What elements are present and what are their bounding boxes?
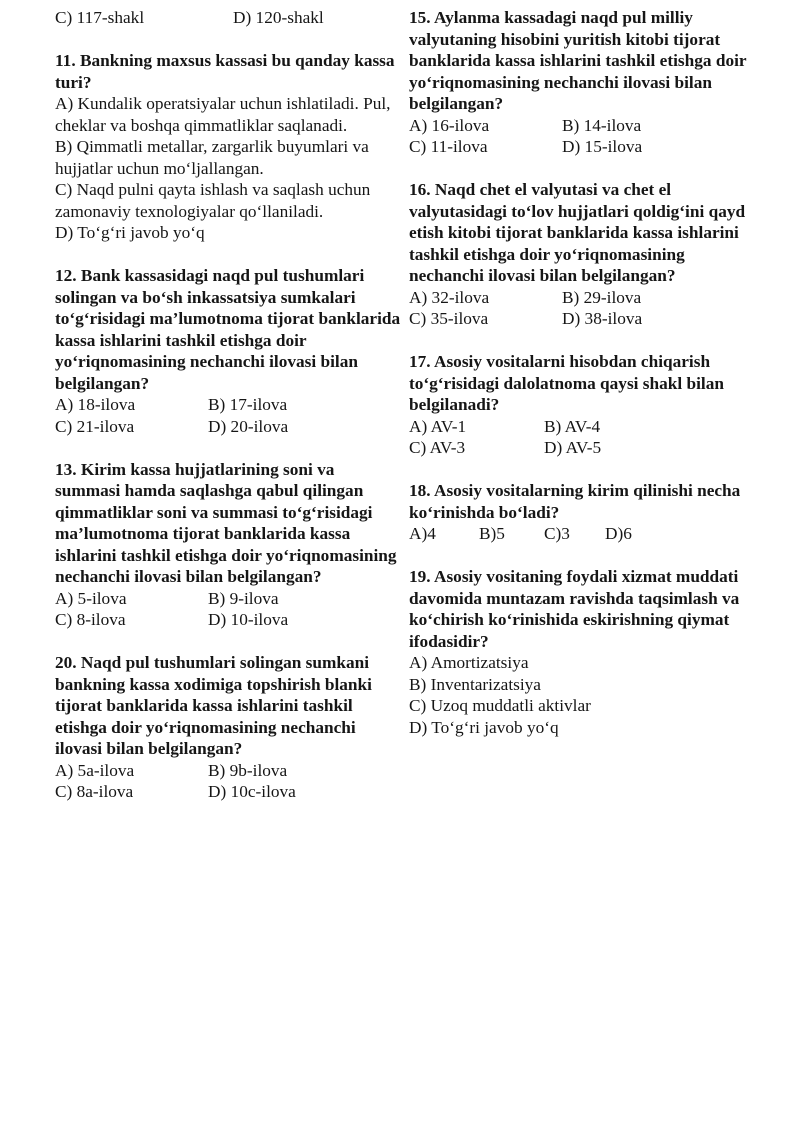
option-a: A) Kundalik operatsiyalar uchun ishlatiladi. Pul, cheklar va boshqa qimmatliklar saqlanadi.: [55, 94, 391, 135]
right-column: [409, 7, 755, 1131]
question-19: [409, 566, 755, 738]
option-b: B) 17-ilova: [208, 395, 288, 414]
option-b: B) AV-4: [544, 416, 601, 436]
question-11-title: 11. Bankning maxsus kassasi bu qanday kassa turi?: [55, 51, 395, 92]
question-13-title: 13. Kirim kassa hujjatlarining soni va summasi hamda saqlashga qabul qilingan qimmatliklar soni va summasi toʻgʻrisidagi ma’lumotnoma tijorat banklarida kassa ishlarini tashkil etishga doir yoʻriqnomasining nechanchi ilovasi bilan belgilangan?: [55, 459, 397, 586]
option-b: B) Qimmatli metallar, zargarlik buyumlari va hujjatlar uchun moʻljallangan.: [55, 137, 369, 178]
left-column: [55, 7, 401, 1131]
question-11: [55, 50, 401, 244]
option-b: B) 9b-ilova: [208, 760, 288, 780]
option-b: B)5: [479, 524, 505, 543]
option-d: D) 38-ilova: [562, 309, 643, 328]
option-a: A) 16-ilova: [409, 115, 490, 135]
option-d: D) 10-ilova: [208, 610, 289, 629]
option-a: A) 18-ilova: [55, 395, 136, 414]
option-d: D) 10c-ilova: [208, 782, 296, 801]
option-d: D) 120-shakl: [233, 8, 324, 27]
question-17-options: [409, 416, 755, 459]
option-c: C) Uzoq muddatli aktivlar: [409, 696, 591, 715]
option-c: C) 21-ilova: [55, 416, 135, 436]
option-a: A) 32-ilova: [409, 287, 490, 307]
option-d: D) AV-5: [544, 438, 602, 457]
option-a: A) 5a-ilova: [55, 760, 135, 780]
option-a: A) 5-ilova: [55, 588, 127, 608]
option-c: C) 117-shakl: [55, 8, 145, 27]
question-15-options: [409, 115, 755, 158]
option-a: A) AV-1: [409, 416, 467, 436]
option-c: C) AV-3: [409, 438, 466, 457]
question-16: [409, 179, 755, 330]
question-12-options: [55, 394, 401, 437]
option-d: D)6: [605, 524, 632, 543]
question-20-options: [55, 760, 401, 803]
question-13: [55, 459, 401, 631]
question-12-title: 12. Bank kassasidagi naqd pul tushumlari solingan va boʻsh inkassatsiya sumkalari toʻgʻrisidagi ma’lumotnoma tijorat banklarida kassa ishlarini tashkil etishga doir yoʻriqnomasining nechanchi ilovasi bilan belgilangan?: [55, 266, 401, 393]
question-17: [409, 351, 755, 459]
question-15-title: 15. Aylanma kassadagi naqd pul milliy valyutaning hisobini yuritish kitobi tijorat banklarida kassa ishlarini tashkil etishga doir yoʻriqnomasining nechanchi ilovasi bilan belgilangan?: [409, 8, 747, 113]
option-c: C) 8a-ilova: [55, 782, 134, 801]
question-16-options: [409, 287, 755, 330]
question-20: [55, 652, 401, 803]
question-12: [55, 265, 401, 437]
question-10-remainder: [55, 7, 401, 29]
option-d: D) Toʻgʻri javob yoʻq: [55, 223, 205, 242]
option-c: C)3: [544, 524, 570, 543]
option-c: C) 35-ilova: [409, 309, 489, 328]
option-b: B) Inventarizatsiya: [409, 674, 541, 694]
option-c: C) Naqd pulni qayta ishlash va saqlash uchun zamonaviy texnologiyalar qoʻllaniladi.: [55, 180, 371, 221]
question-20-title: 20. Naqd pul tushumlari solingan sumkani bankning kassa xodimiga topshirish blanki tijorat banklarida kassa ishlarini tashkil etishga doir yoʻriqnomasining nechanchi ilovasi bilan belgilangan?: [55, 653, 372, 758]
option-c: C) 11-ilova: [409, 137, 488, 156]
question-15: [409, 7, 755, 158]
question-18: [409, 480, 755, 545]
question-17-title: 17. Asosiy vositalarni hisobdan chiqarish toʻgʻrisidagi dalolatnoma qaysi shakl bilan belgilanadi?: [409, 352, 724, 414]
option-d: D) 15-ilova: [562, 137, 643, 156]
option-d: D) 20-ilova: [208, 416, 289, 436]
option-a: A)4: [409, 524, 436, 543]
option-b: B) 29-ilova: [562, 287, 642, 307]
question-18-title: 18. Asosiy vositalarning kirim qilinishi necha koʻrinishda boʻladi?: [409, 481, 741, 522]
question-13-options: [55, 588, 401, 631]
option-d: D) Toʻgʻri javob yoʻq: [409, 717, 559, 737]
question-18-options: [409, 523, 755, 545]
option-b: B) 9-ilova: [208, 588, 279, 608]
option-c: C) 8-ilova: [55, 610, 126, 629]
option-b: B) 14-ilova: [562, 115, 642, 135]
option-a: A) Amortizatsiya: [409, 653, 529, 672]
question-19-title: 19. Asosiy vositaning foydali xizmat muddati davomida muntazam ravishda taqsimlash va koʻchirish koʻrinishida eskirishning qiymat ifodasidir?: [409, 567, 740, 651]
question-10-options: [55, 7, 401, 29]
question-16-title: 16. Naqd chet el valyutasi va chet el valyutasidagi toʻlov hujjatlari qoldigʻini qayd etish kitobi tijorat banklarida kassa ishlarini tashkil etishga doir yoʻriqnomasining nechanchi ilovasi bilan belgilangan?: [409, 180, 746, 285]
